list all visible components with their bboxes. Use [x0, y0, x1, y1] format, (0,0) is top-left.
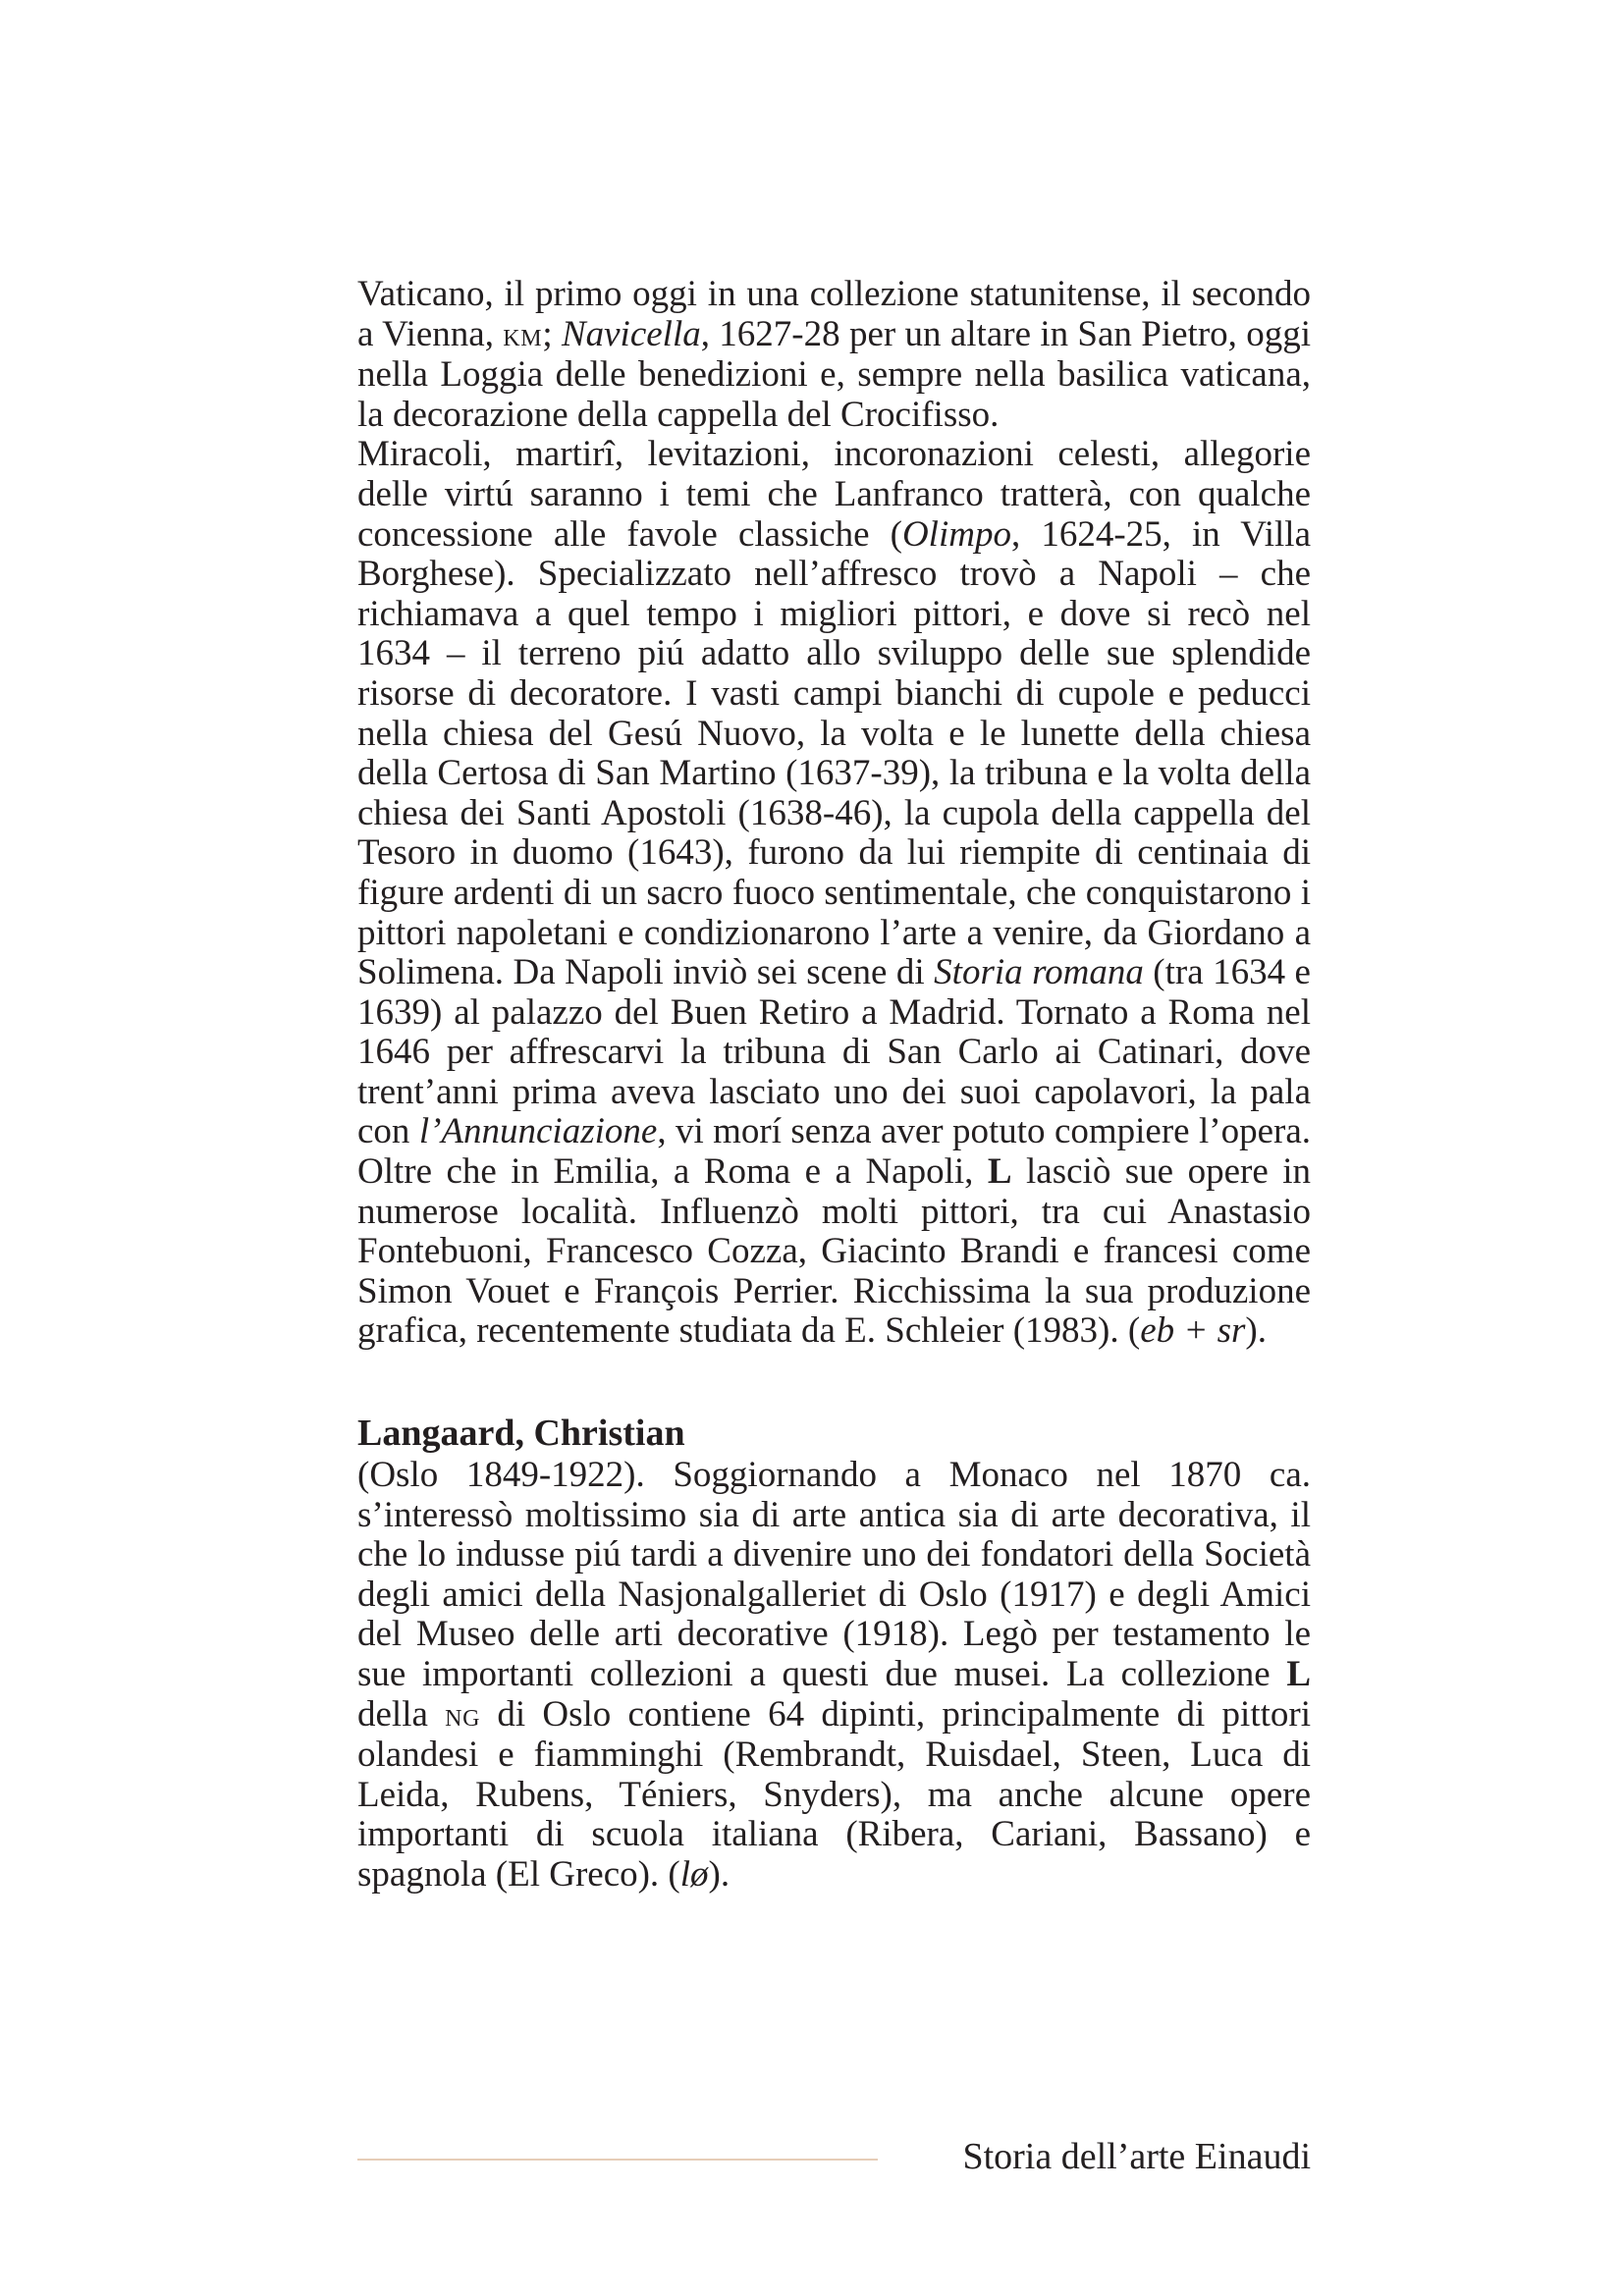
- artwork-title: Storia romana: [934, 952, 1144, 993]
- entry-body: [357, 1456, 1311, 1896]
- text-run: , 1624-25, in Villa Borghese). Specializzato nell’affresco trovò a Napoli – che richiamava a quel tempo i migliori pittori, e dove si recò nel 1634 – il terreno piú adatto allo sviluppo delle sue splendide risorse di decoratore. I vasti campi bianchi di cupole e peducci nella chiesa del Gesú Nuovo, la volta e le lunette della chiesa della Certosa di San Martino (1637-39), la tribuna e la volta della chiesa dei Santi Apostoli (1638-46), la cupola della cappella del Tesoro in duomo (1643), furono da lui riempite di centinaia di figure ardenti di un sacro fuoco sentimentale, che conquistarono i pittori napoletani e condizionarono l’arte a venire, da Giordano a Solimena. Da Napoli inviò sei scene di: [357, 513, 1311, 993]
- text-run: lasciò sue opere in numerose località. Influenzò molti pittori, tra cui Anastasio Fontebuoni, Francesco Cozza, Giacinto Brandi e francesi come Simon Vouet e François Perrier. Ricchissima la sua produzione grafica, recentemente studiata da E. Schleier (1983). (: [357, 1151, 1311, 1352]
- text-run: Vaticano, il primo oggi in una collezione statunitense, il secondo a Vienna,: [357, 274, 1311, 354]
- text-column: [357, 275, 1311, 1896]
- text-run: , vi morí senza aver potuto compiere l’opera. Oltre che in Emilia, a Roma e a Napoli,: [357, 1111, 1311, 1193]
- artwork-title: Olimpo: [901, 513, 1011, 555]
- text-run: (Oslo 1849-1922). Soggiornando a Monaco nel 1870 ca. s’interessò moltissimo sia di arte antica sia di arte decorativa, il che lo indusse piú tardi a divenire uno dei fondatori della Società degli amici della Nasjonalgalleriet di Oslo (1917) e degli Amici del Museo delle arti decorative (1918). Legò per testamento le sue importanti collezioni a questi due musei. La collezione: [357, 1455, 1311, 1694]
- entry-heading: Langaard, Christian: [357, 1413, 685, 1455]
- prev-entry-paragraph-1: [357, 275, 1311, 435]
- text-run: ;: [542, 313, 562, 354]
- text-run: Miracoli, martirî, levitazioni, incoronazioni celesti, allegorie delle virtú saranno i temi che Lanfranco tratterà, con qualche concessione alle favole classiche (: [357, 434, 1311, 555]
- subject-initial: L: [1286, 1654, 1311, 1694]
- text-run: , 1627-28 per un altare in San Pietro, oggi nella Loggia delle benedizioni e, sempre nella basilica vaticana, la decorazione della cappella del Crocifisso.: [357, 313, 1311, 435]
- artwork-title: Navicella: [561, 313, 701, 354]
- artwork-title: l’Annunciazione: [418, 1111, 658, 1152]
- text-run: della: [357, 1693, 446, 1735]
- text-run: (tra 1634 e 1639) al palazzo del Buen Retiro a Madrid. Tornato a Roma nel 1646 per affrescarvi la tribuna di San Carlo ai Catinari, dove trent’anni prima aveva lasciato uno dei suoi capolavori, la pala con: [357, 952, 1311, 1152]
- text-run: ).: [1245, 1310, 1267, 1352]
- prev-entry-paragraph-2: [357, 435, 1311, 1352]
- abbreviation-km: km: [503, 316, 543, 353]
- abbreviation-ng: ng: [445, 1696, 481, 1734]
- footer-rule: [357, 2159, 878, 2161]
- text-run: ).: [708, 1853, 730, 1895]
- footer-publisher: Storia dell’arte Einaudi: [962, 2136, 1311, 2177]
- author-initials: lø: [679, 1853, 709, 1895]
- text-run: di Oslo contiene 64 dipinti, principalmente di pittori olandesi e fiamminghi (Rembrandt, Ruisdael, Steen, Luca di Leida, Rubens, Téniers, Snyders), ma anche alcune opere importanti di scuola italiana (Ribera, Cariani, Bassano) e spagnola (El Greco). (: [357, 1693, 1311, 1895]
- author-initials: eb + sr: [1140, 1310, 1246, 1352]
- subject-initial: L: [987, 1151, 1012, 1193]
